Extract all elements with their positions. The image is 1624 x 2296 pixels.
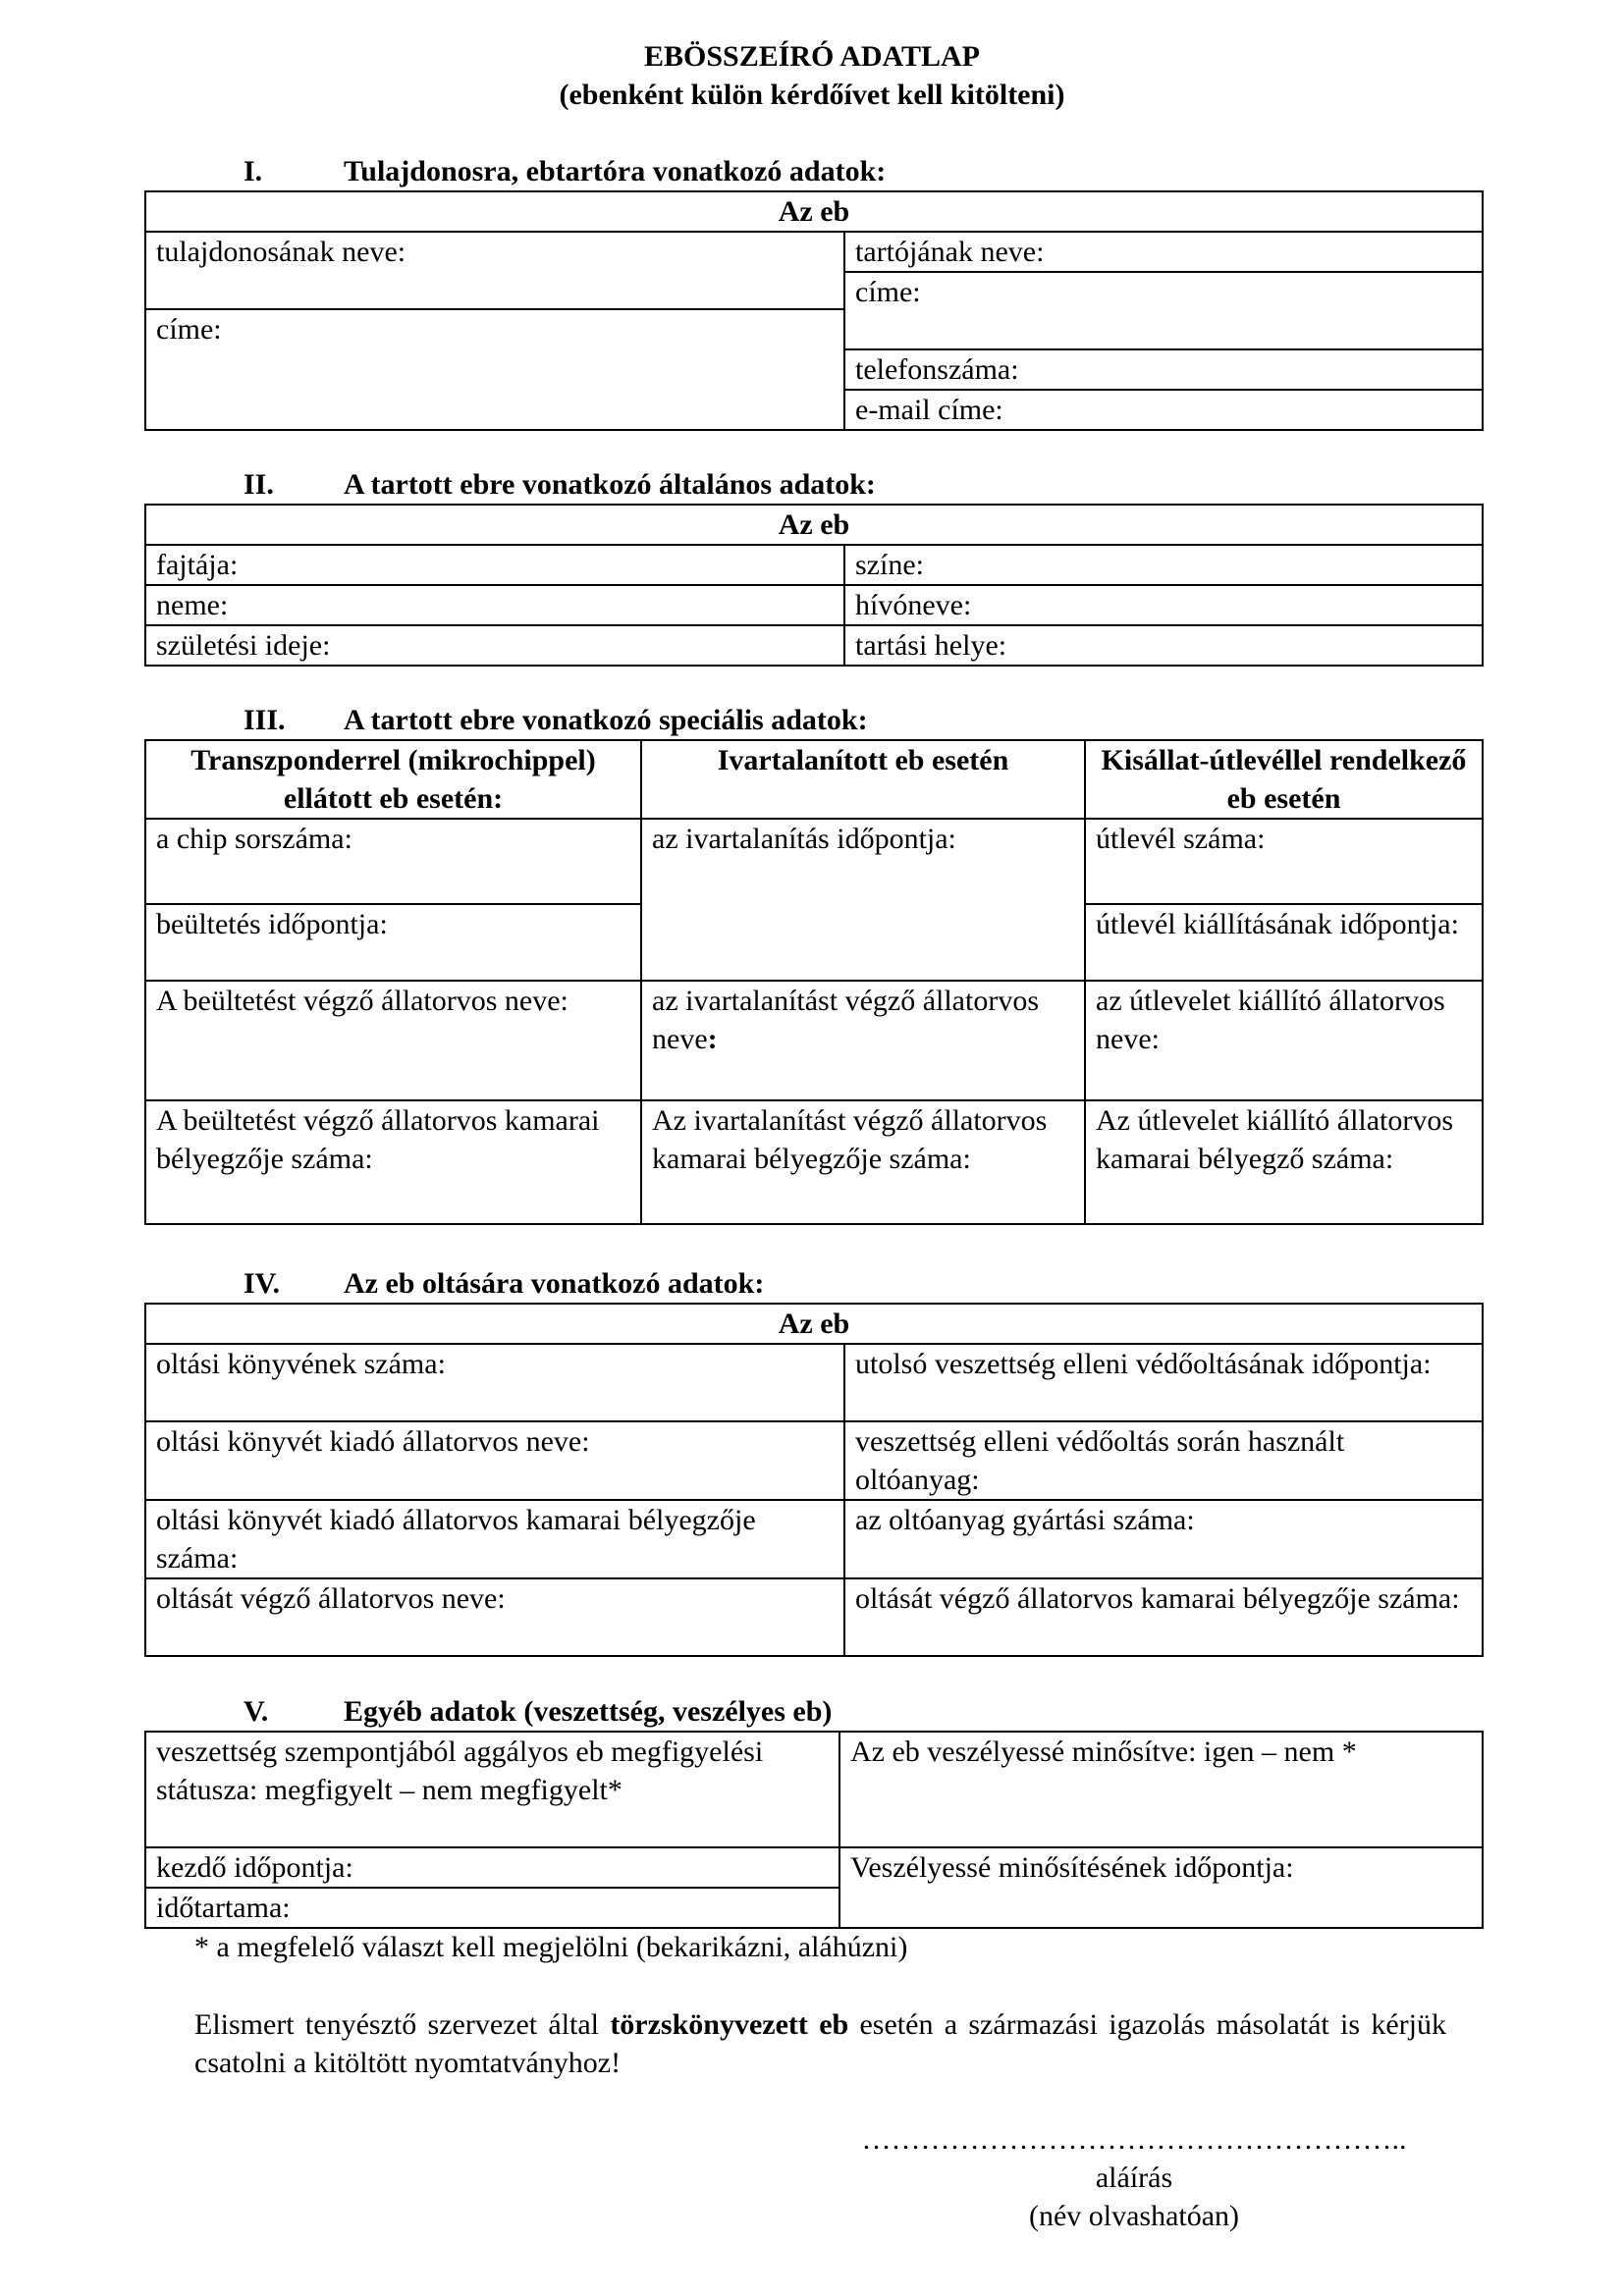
chip-number-field[interactable]: a chip sorszáma:: [145, 819, 641, 904]
table-caption: Az eb: [145, 505, 1483, 545]
keeper-email-field[interactable]: e-mail címe:: [844, 390, 1483, 430]
neuter-vet-label: az ivartalanítást végző állatorvos neve: [652, 985, 1039, 1055]
signature-line[interactable]: ………………………………………………..: [861, 2123, 1407, 2156]
neuter-vet-stamp-field[interactable]: Az ivartalanítást végző állatorvos kamarai bélyegzője száma:: [641, 1100, 1085, 1224]
signature-hint: (név olvashatóan): [1028, 2200, 1240, 2232]
vaccination-book-number-field[interactable]: oltási könyvének száma:: [145, 1344, 844, 1421]
owner-address-field[interactable]: címe:: [145, 309, 844, 430]
section-5-heading: [244, 1692, 832, 1731]
dangerous-classification-field[interactable]: Az eb veszélyessé minősítve: igen – nem *: [839, 1732, 1483, 1847]
breed-field[interactable]: fajtája:: [145, 545, 844, 585]
vaccine-field[interactable]: veszettség elleni védőoltás során használt oltóanyag:: [844, 1421, 1483, 1500]
section-title: Tulajdonosra, ebtartóra vonatkozó adatok:: [344, 155, 887, 187]
section-title: A tartott ebre vonatkozó speciális adatok:: [344, 704, 868, 736]
other-data-table: [144, 1731, 1484, 1929]
chip-column-header: Transzponderrel (mikrochippel) ellátott eb esetén:: [145, 740, 641, 819]
owner-keeper-table: [144, 190, 1484, 431]
section-1-heading: [244, 152, 886, 190]
vaccinating-vet-stamp-field[interactable]: oltását végző állatorvos kamarai bélyegzője száma:: [844, 1578, 1483, 1656]
observation-duration-field[interactable]: időtartama:: [145, 1888, 839, 1928]
general-data-table: [144, 504, 1484, 667]
section-title: A tartott ebre vonatkozó általános adatok:: [344, 468, 876, 501]
section-number: I.: [244, 155, 263, 187]
owner-name-field[interactable]: tulajdonosának neve:: [145, 232, 844, 309]
chip-vet-stamp-field[interactable]: A beültetést végző állatorvos kamarai bélyegzője száma:: [145, 1100, 641, 1224]
observation-start-field[interactable]: kezdő időpontja:: [145, 1847, 839, 1888]
vaccinating-vet-field[interactable]: oltását végző állatorvos neve:: [145, 1578, 844, 1656]
callname-field[interactable]: hívóneve:: [844, 585, 1483, 625]
last-rabies-vaccination-field[interactable]: utolsó veszettség elleni védőoltásának időpontja:: [844, 1344, 1483, 1421]
passport-number-field[interactable]: útlevél száma:: [1085, 819, 1483, 904]
section-title: Egyéb adatok (veszettség, veszélyes eb): [344, 1695, 833, 1728]
keeping-place-field[interactable]: tartási helye:: [844, 625, 1483, 666]
table-caption: Az eb: [145, 191, 1483, 232]
signature-label: aláírás: [1095, 2162, 1173, 2194]
book-issuing-vet-field[interactable]: oltási könyvét kiadó állatorvos neve:: [145, 1421, 844, 1500]
dangerous-date-field[interactable]: Veszélyessé minősítésének időpontja:: [839, 1847, 1483, 1928]
section-4-heading: [244, 1264, 764, 1303]
neuter-vet-field[interactable]: [641, 981, 1085, 1100]
vaccination-table: [144, 1303, 1484, 1657]
section-2-heading: [244, 465, 876, 504]
color-field[interactable]: színe:: [844, 545, 1483, 585]
passport-vet-stamp-field[interactable]: Az útlevelet kiállító állatorvos kamarai bélyegző száma:: [1085, 1100, 1483, 1224]
section-title: Az eb oltására vonatkozó adatok:: [344, 1267, 765, 1300]
special-data-table: [144, 739, 1484, 1225]
section-number: V.: [244, 1695, 269, 1728]
passport-vet-field[interactable]: az útlevelet kiállító állatorvos neve:: [1085, 981, 1483, 1100]
pedigree-paragraph: [194, 2005, 1446, 2082]
footnote: * a megfelelő választ kell megjelölni (bekarikázni, aláhúzni): [194, 1931, 908, 1963]
sex-field[interactable]: neme:: [145, 585, 844, 625]
chip-date-field[interactable]: beültetés időpontja:: [145, 904, 641, 981]
book-issuing-vet-stamp-field[interactable]: oltási könyvét kiadó állatorvos kamarai bélyegzője száma:: [145, 1500, 844, 1578]
paragraph-emphasis: törzskönyvezett eb: [610, 2008, 849, 2041]
keeper-phone-field[interactable]: telefonszáma:: [844, 349, 1483, 390]
neuter-vet-colon: :: [707, 1023, 718, 1055]
section-number: II.: [244, 468, 274, 501]
table-caption: Az eb: [145, 1304, 1483, 1344]
paragraph-text-a: Elismert tenyésztő szervezet által: [194, 2008, 611, 2041]
neuter-column-header: Ivartalanított eb esetén: [641, 740, 1085, 819]
section-number: IV.: [244, 1267, 280, 1300]
form-title: EBÖSSZEÍRÓ ADATLAP: [643, 40, 981, 73]
keeper-address-field[interactable]: címe:: [844, 272, 1483, 349]
passport-column-header: Kisállat-útlevéllel rendelkező eb esetén: [1085, 740, 1483, 819]
section-number: III.: [244, 704, 286, 736]
chip-vet-field[interactable]: A beültetést végző állatorvos neve:: [145, 981, 641, 1100]
birth-date-field[interactable]: születési ideje:: [145, 625, 844, 666]
section-3-heading: [244, 701, 868, 739]
form-subtitle: (ebenként külön kérdőívet kell kitölteni): [559, 79, 1065, 111]
vaccine-batch-field[interactable]: az oltóanyag gyártási száma:: [844, 1500, 1483, 1578]
keeper-name-field[interactable]: tartójának neve:: [844, 232, 1483, 272]
observation-status-field[interactable]: veszettség szempontjából aggályos eb megfigyelési státusza: megfigyelt – nem megfigyelt*: [145, 1732, 839, 1847]
neuter-date-field[interactable]: az ivartalanítás időpontja:: [641, 819, 1085, 981]
paragraph-text-c: esetén a származási igazolás másolatát is kérjük csatolni a kitöltött nyomtatványhoz!: [194, 2008, 1446, 2079]
passport-date-field[interactable]: útlevél kiállításának időpontja:: [1085, 904, 1483, 981]
